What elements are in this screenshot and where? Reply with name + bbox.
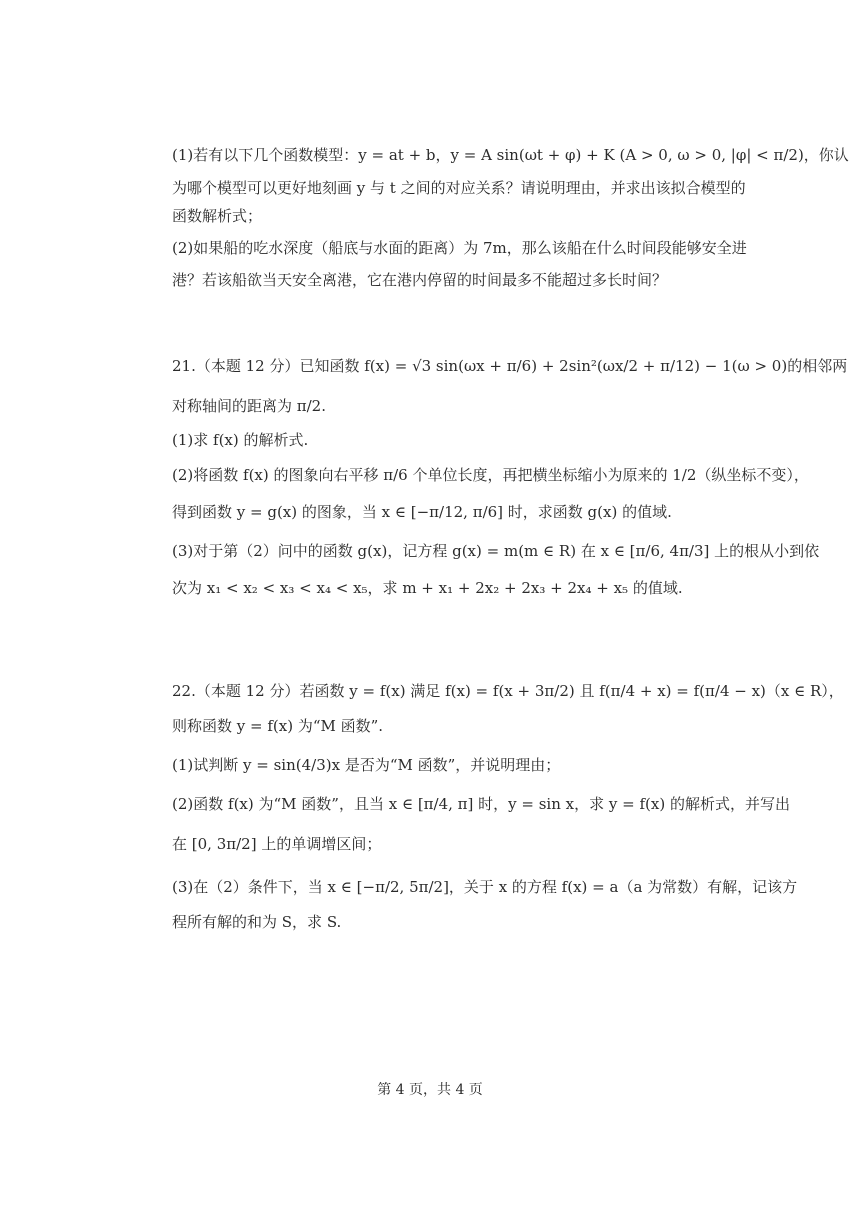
q22-part3-line2: 程所有解的和为 S，求 S. — [172, 913, 342, 931]
q22-header: 22.（本题 12 分）若函数 y = f(x) 满足 f(x) = f(x + 3π/2) 且 f(π/4 + x) = f(π/4 − x)（x ∈ R）， — [172, 682, 844, 700]
q21-part1: (1)求 f(x) 的解析式. — [172, 431, 309, 449]
q22-part1: (1)试判断 y = sin(4/3)x 是否为“M 函数”，并说明理由； — [172, 756, 561, 774]
q22-part2-line1: (2)函数 f(x) 为“M 函数”，且当 x ∈ [π/4, π] 时，y = sin x，求 y = f(x) 的解析式，并写出 — [172, 795, 790, 813]
q20-part1-line1: (1)若有以下几个函数模型：y = at + b，y = A sin(ωt + φ) + K (A > 0, ω > 0, |φ| < π/2)，你认 — [172, 146, 849, 164]
q21-part2-line1: (2)将函数 f(x) 的图象向右平移 π/6 个单位长度，再把横坐标缩小为原来的 1/2（纵坐标不变）， — [172, 466, 809, 484]
q21-part3-line1: (3)对于第（2）问中的函数 g(x)，记方程 g(x) = m(m ∈ R) 在 x ∈ [π/6, 4π/3] 上的根从小到依 — [172, 542, 820, 560]
q22-part3-line1: (3)在（2）条件下，当 x ∈ [−π/2, 5π/2]，关于 x 的方程 f(x) = a（a 为常数）有解，记该方 — [172, 878, 798, 896]
q20-part1-line3: 函数解析式； — [172, 207, 263, 225]
q21-header: 21.（本题 12 分）已知函数 f(x) = √3 sin(ωx + π/6) + 2sin²(ωx/2 + π/12) − 1(ω > 0)的相邻两 — [172, 357, 848, 375]
q21-header-cont: 对称轴间的距离为 π/2. — [172, 397, 326, 415]
q20-part2-line2: 港？若该船欲当天安全离港，它在港内停留的时间最多不能超过多长时间？ — [172, 271, 668, 289]
q22-header-cont: 则称函数 y = f(x) 为“M 函数”. — [172, 717, 384, 735]
q21-part3-line2: 次为 x₁ < x₂ < x₃ < x₄ < x₅，求 m + x₁ + 2x₂ + 2x₃ + 2x₄ + x₅ 的值域. — [172, 579, 683, 597]
q20-part2-line1: (2)如果船的吃水深度（船底与水面的距离）为 7m，那么该船在什么时间段能够安全进 — [172, 239, 747, 257]
q21-part2-line2: 得到函数 y = g(x) 的图象，当 x ∈ [−π/12, π/6] 时，求函数 g(x) 的值域. — [172, 503, 672, 521]
q20-part1-line2: 为哪个模型可以更好地刻画 y 与 t 之间的对应关系？请说明理由，并求出该拟合模型的 — [172, 179, 746, 197]
q22-part2-line2: 在 [0, 3π/2] 上的单调增区间； — [172, 835, 382, 853]
page-footer: 第 4 页，共 4 页 — [377, 1082, 483, 1098]
